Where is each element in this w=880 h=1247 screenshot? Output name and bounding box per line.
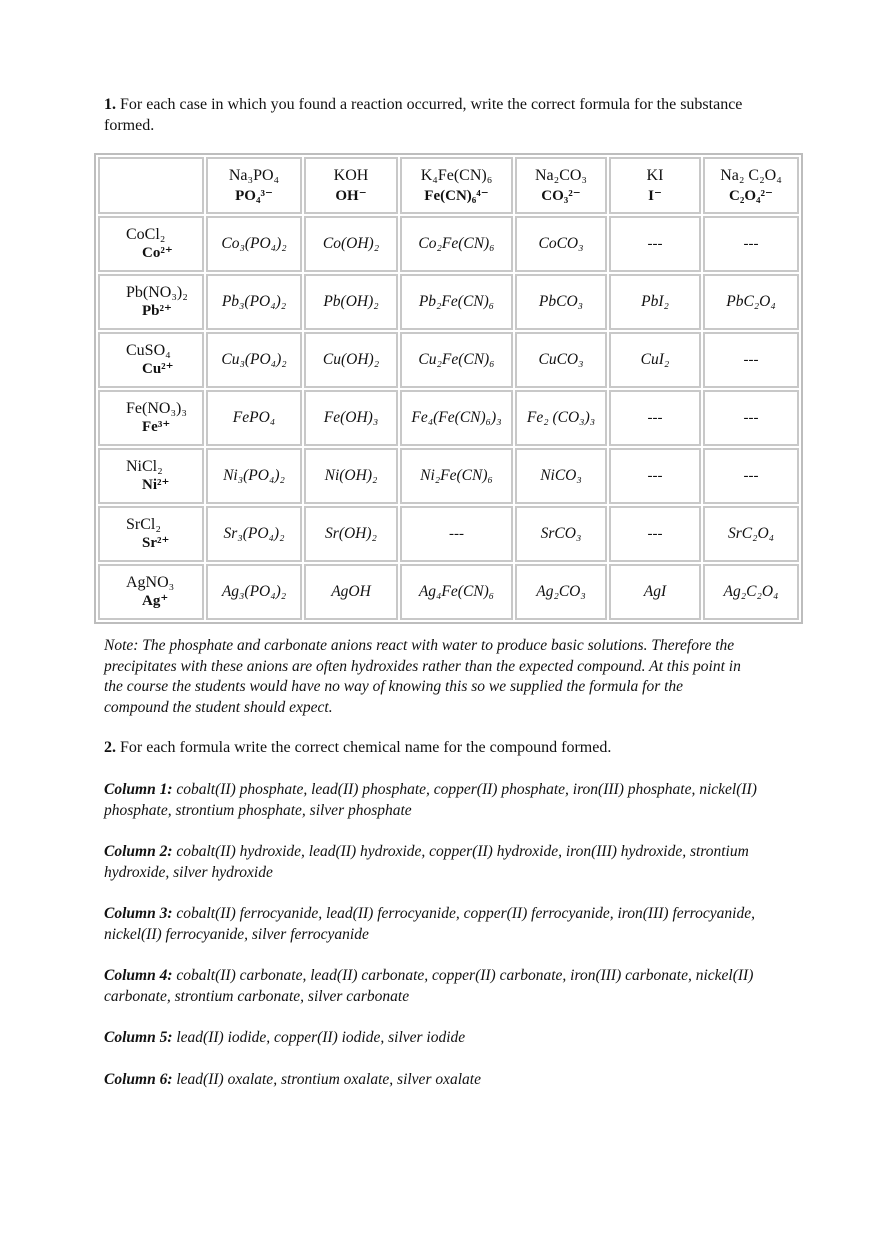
table-row [98, 332, 799, 388]
header-cell [304, 157, 398, 214]
row-ion: Ni²⁺ [142, 477, 170, 493]
column-text: cobalt(II) hydroxide, lead(II) hydroxide, copper(II) hydroxide, iron(III) hydroxide, strontium hydroxide, silver hydroxide [104, 843, 749, 881]
column-text: cobalt(II) carbonate, lead(II) carbonate, copper(II) carbonate, iron(III) carbonate, nickel(II) carbonate, strontium carbonate, silver carbonate [104, 967, 754, 1005]
column-6-answer [104, 1069, 764, 1090]
formula-cell: Ag₂C₂O₄ [703, 564, 799, 620]
table-row [98, 274, 799, 330]
formula-cell: Ni₂Fe(CN)₆ [400, 448, 513, 504]
header-reagent: KOH [333, 166, 369, 184]
header-cell [703, 157, 799, 214]
header-cell [98, 157, 204, 214]
formula-cell: PbC₂O₄ [703, 274, 799, 330]
column-label: Column 6: [104, 1071, 173, 1088]
note-paragraph: Note: The phosphate and carbonate anions react with water to produce basic solutions. Therefore the precipitates with these anions are often hydroxides rather than the expected compound. At this point in the course the students would have no way of knowing this so we supplied the formula for the compound the student should expect. [104, 637, 741, 716]
column-2-answer [104, 841, 764, 883]
row-reagent: NiCl₂ [126, 458, 163, 475]
column-1-answer [104, 779, 764, 821]
column-text: cobalt(II) phosphate, lead(II) phosphate, copper(II) phosphate, iron(III) phosphate, nickel(II) phosphate, strontium phosphate, silver phosphate [104, 781, 757, 819]
formula-cell: Pb₂Fe(CN)₆ [400, 274, 513, 330]
formula-cell: Co₃(PO₄)₂ [206, 216, 302, 272]
row-reagent: SrCl₂ [126, 516, 161, 533]
precipitate-table [94, 153, 803, 624]
table-row [98, 390, 799, 446]
formula-cell: Sr(OH)₂ [304, 506, 398, 562]
header-cell [609, 157, 701, 214]
row-ion: Pb²⁺ [142, 303, 172, 319]
formula-cell: SrCO₃ [515, 506, 607, 562]
row-ion: Cu²⁺ [142, 361, 174, 377]
question-2-number: 2. [104, 739, 116, 756]
table-row [98, 506, 799, 562]
column-text: lead(II) iodide, copper(II) iodide, silver iodide [176, 1029, 466, 1046]
formula-cell: --- [609, 448, 701, 504]
formula-cell: Ag₄Fe(CN)₆ [400, 564, 513, 620]
question-2 [104, 737, 784, 758]
formula-cell: --- [609, 216, 701, 272]
formula-cell: Ag₃(PO₄)₂ [206, 564, 302, 620]
row-ion: Fe³⁺ [142, 419, 171, 435]
column-4-answer [104, 965, 764, 1007]
formula-cell: Cu₃(PO₄)₂ [206, 332, 302, 388]
column-text: lead(II) oxalate, strontium oxalate, silver oxalate [176, 1071, 481, 1088]
column-label: Column 4: [104, 967, 173, 984]
formula-cell: CoCO₃ [515, 216, 607, 272]
header-reagent: Na₃PO₄ [228, 166, 280, 184]
precipitate-table-wrapper [94, 153, 803, 624]
row-reagent: CuSO₄ [126, 342, 171, 359]
header-ion: CO₃²⁻ [541, 187, 581, 204]
formula-cell: FePO₄ [206, 390, 302, 446]
row-reagent: CoCl₂ [126, 226, 166, 243]
question-2-text: For each formula write the correct chemical name for the compound formed. [120, 739, 612, 756]
column-text: cobalt(II) ferrocyanide, lead(II) ferrocyanide, copper(II) ferrocyanide, iron(III) ferrocyanide, nickel(II) ferrocyanide, silver ferrocyanide [104, 905, 755, 943]
formula-cell: Cu(OH)₂ [304, 332, 398, 388]
header-ion: PO₄³⁻ [235, 187, 273, 204]
formula-cell: NiCO₃ [515, 448, 607, 504]
formula-cell: Pb₃(PO₄)₂ [206, 274, 302, 330]
row-reagent: AgNO₃ [126, 574, 175, 591]
row-header-cell [98, 506, 204, 562]
column-label: Column 1: [104, 781, 173, 798]
table-row [98, 564, 799, 620]
row-ion: Ag⁺ [142, 593, 169, 609]
formula-cell: SrC₂O₄ [703, 506, 799, 562]
formula-cell: Co(OH)₂ [304, 216, 398, 272]
column-label: Column 2: [104, 843, 173, 860]
row-header-cell [98, 332, 204, 388]
header-ion: Fe(CN)₆⁴⁻ [424, 187, 489, 204]
formula-cell: Sr₃(PO₄)₂ [206, 506, 302, 562]
formula-cell: CuCO₃ [515, 332, 607, 388]
table-row [98, 448, 799, 504]
formula-cell: --- [400, 506, 513, 562]
formula-cell: --- [703, 332, 799, 388]
header-ion: OH⁻ [335, 187, 367, 204]
formula-cell: Ag₂CO₃ [515, 564, 607, 620]
column-5-answer [104, 1027, 764, 1048]
header-cell [400, 157, 513, 214]
header-ion: C₂O₄²⁻ [729, 187, 773, 204]
formula-cell: PbI₂ [609, 274, 701, 330]
formula-cell: --- [609, 506, 701, 562]
formula-cell: Cu₂Fe(CN)₆ [400, 332, 513, 388]
formula-cell: AgI [609, 564, 701, 620]
formula-cell: --- [703, 390, 799, 446]
formula-cell: Pb(OH)₂ [304, 274, 398, 330]
row-ion: Co²⁺ [142, 245, 173, 261]
formula-cell: Ni(OH)₂ [304, 448, 398, 504]
row-header-cell [98, 564, 204, 620]
header-reagent: Na₂ C₂O₄ [720, 166, 782, 184]
row-header-cell [98, 274, 204, 330]
column-label: Column 3: [104, 905, 173, 922]
header-reagent: KI [646, 166, 664, 184]
row-reagent: Pb(NO₃)₂ [126, 284, 188, 301]
header-reagent: Na₂CO₃ [534, 166, 588, 184]
question-1 [104, 94, 744, 136]
row-ion: Sr²⁺ [142, 535, 170, 551]
formula-cell: Fe₄(Fe(CN)₆)₃ [400, 390, 513, 446]
header-ion: I⁻ [648, 187, 662, 204]
formula-cell: --- [703, 216, 799, 272]
table-header-row [98, 157, 799, 214]
header-cell [206, 157, 302, 214]
formula-cell: --- [703, 448, 799, 504]
formula-cell: Co₂Fe(CN)₆ [400, 216, 513, 272]
row-header-cell [98, 390, 204, 446]
formula-cell: AgOH [304, 564, 398, 620]
formula-cell: PbCO₃ [515, 274, 607, 330]
formula-cell: Fe(OH)₃ [304, 390, 398, 446]
question-1-number: 1. [104, 96, 116, 113]
row-reagent: Fe(NO₃)₃ [126, 400, 187, 417]
row-header-cell [98, 216, 204, 272]
header-cell [515, 157, 607, 214]
formula-cell: Ni₃(PO₄)₂ [206, 448, 302, 504]
column-label: Column 5: [104, 1029, 173, 1046]
formula-cell: Fe₂ (CO₃)₃ [515, 390, 607, 446]
table-row [98, 216, 799, 272]
formula-cell: CuI₂ [609, 332, 701, 388]
question-1-text: For each case in which you found a reaction occurred, write the correct formula for the substance formed. [104, 96, 743, 134]
column-3-answer [104, 903, 764, 945]
row-header-cell [98, 448, 204, 504]
header-reagent: K₄Fe(CN)₆ [420, 166, 493, 184]
formula-cell: --- [609, 390, 701, 446]
